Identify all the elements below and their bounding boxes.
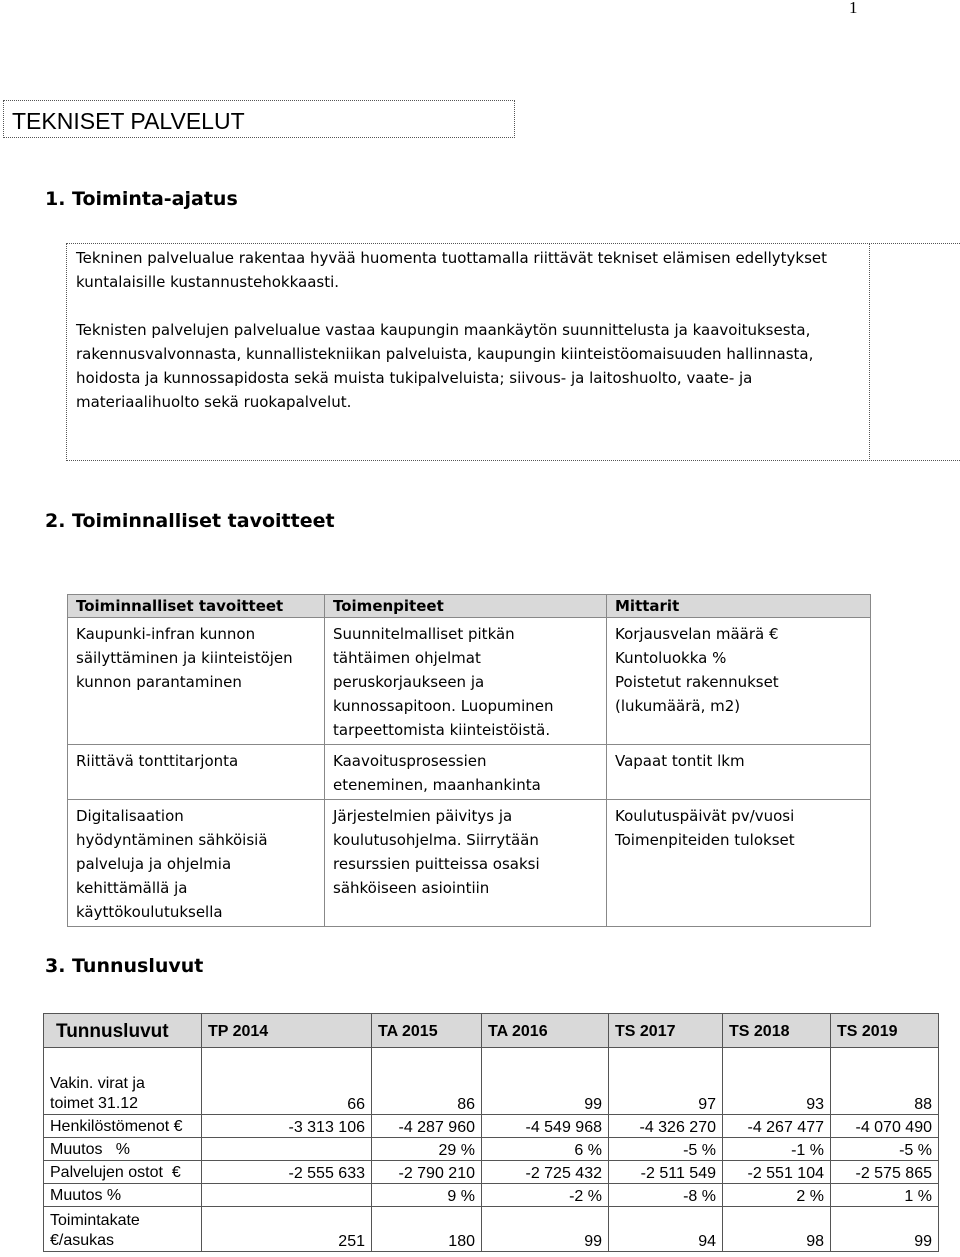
action-line: resurssien puitteissa osaksi (333, 855, 540, 873)
indicators-header-cell: TS 2019 (831, 1014, 939, 1048)
value-cell: 180 (372, 1207, 482, 1252)
value-cell: -5 % (609, 1138, 723, 1161)
value-cell: -2 575 865 (831, 1161, 939, 1184)
row-label-line: €/asukas (50, 1232, 115, 1249)
indicators-header-cell: TP 2014 (202, 1014, 372, 1048)
metric-line: (lukumäärä, m2) (615, 697, 741, 715)
indicators-header-cell: TS 2018 (723, 1014, 831, 1048)
value-cell: -4 549 968 (482, 1115, 609, 1138)
action-line: Järjestelmien päivitys ja (333, 807, 513, 825)
row-label (44, 1161, 202, 1184)
value-cell: -1 % (723, 1138, 831, 1161)
value-cell (202, 1184, 372, 1207)
goals-header-cell: Mittarit (607, 595, 871, 618)
indicators-header-cell: TA 2015 (372, 1014, 482, 1048)
value-cell (202, 1138, 372, 1161)
value-cell: 9 % (372, 1184, 482, 1207)
action-line: Suunnitelmalliset pitkän (333, 625, 515, 643)
metric-line: Toimenpiteiden tulokset (615, 831, 795, 849)
value-cell: -4 070 490 (831, 1115, 939, 1138)
mission-paragraph-1: Tekninen palvelualue rakentaa hyvää huomenta tuottamalla riittävät tekniset elämisen edellytykset kuntalaisille kustannustehokkaasti. (76, 249, 828, 291)
value-cell: 251 (202, 1207, 372, 1252)
value-cell: 99 (831, 1207, 939, 1252)
value-cell: -2 725 432 (482, 1161, 609, 1184)
value-cell: 66 (202, 1048, 372, 1115)
row-label (44, 1048, 202, 1115)
value-cell: 97 (609, 1048, 723, 1115)
goals-header-cell: Toiminnalliset tavoitteet (68, 595, 325, 618)
goals-row (68, 618, 871, 745)
mission-box-side (869, 243, 960, 461)
value-cell: 88 (831, 1048, 939, 1115)
indicators-row (44, 1184, 939, 1207)
metric-line: Vapaat tontit lkm (615, 752, 745, 770)
value-cell: -2 551 104 (723, 1161, 831, 1184)
value-cell: 1 % (831, 1184, 939, 1207)
value-cell: -4 287 960 (372, 1115, 482, 1138)
action-cell (325, 618, 607, 745)
goal-line: säilyttäminen ja kiinteistöjen (76, 649, 293, 667)
goal-line: kunnon parantaminen (76, 673, 242, 691)
row-label (44, 1184, 202, 1207)
section-heading-goals: 2. Toiminnalliset tavoitteet (45, 510, 335, 532)
action-line: tarpeettomista kiinteistöistä. (333, 721, 551, 739)
metric-cell (607, 745, 871, 800)
indicators-header-row (44, 1014, 939, 1048)
goal-line: palveluja ja ohjelmia (76, 855, 232, 873)
value-cell: 6 % (482, 1138, 609, 1161)
value-cell: -2 790 210 (372, 1161, 482, 1184)
goals-row (68, 745, 871, 800)
indicators-row (44, 1048, 939, 1115)
goals-row (68, 800, 871, 927)
goals-table (67, 594, 871, 927)
row-label (44, 1207, 202, 1252)
row-label-line: Toimintakate (50, 1212, 140, 1229)
row-label (44, 1115, 202, 1138)
row-label-line: Muutos % (50, 1187, 122, 1204)
action-line: sähköiseen asiointiin (333, 879, 490, 897)
goal-line: Digitalisaation (76, 807, 184, 825)
row-label (44, 1138, 202, 1161)
row-label-line: Henkilöstömenot € (50, 1118, 183, 1135)
section-heading-mission: 1. Toiminta-ajatus (45, 188, 238, 210)
mission-paragraph-2: Teknisten palvelujen palvelualue vastaa kaupungin maankäytön suunnittelusta ja kaavoituksesta, rakennusvalvonnasta, kunnallistekniikan palveluista, kaupungin kiinteistöomaisuuden hallinnasta, hoidosta ja kunnossapidosta sekä muista tukipalveluista; siivous- ja laitoshuolto, vaate- ja materiaalihuolto sekä ruokapalvelut. (76, 321, 814, 411)
metric-line: Kuntoluokka % (615, 649, 727, 667)
value-cell: -8 % (609, 1184, 723, 1207)
goal-cell (68, 745, 325, 800)
value-cell: 2 % (723, 1184, 831, 1207)
action-line: Kaavoitusprosessien (333, 752, 487, 770)
indicators-header-cell: TS 2017 (609, 1014, 723, 1048)
value-cell: 99 (482, 1048, 609, 1115)
value-cell: -2 511 549 (609, 1161, 723, 1184)
row-label-line: Vakin. virat ja (50, 1075, 145, 1092)
indicators-row (44, 1138, 939, 1161)
value-cell: 98 (723, 1207, 831, 1252)
value-cell: -2 555 633 (202, 1161, 372, 1184)
section-heading-indicators: 3. Tunnusluvut (45, 955, 204, 977)
metric-line: Poistetut rakennukset (615, 673, 779, 691)
action-line: koulutusohjelma. Siirrytään (333, 831, 539, 849)
action-line: peruskorjaukseen ja (333, 673, 485, 691)
metric-line: Koulutuspäivät pv/vuosi (615, 807, 795, 825)
goal-line: Kaupunki-infran kunnon (76, 625, 256, 643)
goals-header-cell: Toimenpiteet (325, 595, 607, 618)
value-cell: -4 326 270 (609, 1115, 723, 1138)
document-title: TEKNISET PALVELUT (12, 108, 245, 134)
indicators-row (44, 1161, 939, 1184)
row-label-line: toimet 31.12 (50, 1095, 139, 1112)
value-cell: 93 (723, 1048, 831, 1115)
action-cell (325, 800, 607, 927)
row-label-line: Muutos % (50, 1141, 131, 1158)
indicators-table (43, 1013, 939, 1252)
goal-cell (68, 618, 325, 745)
action-line: eteneminen, maanhankinta (333, 776, 541, 794)
value-cell: -5 % (831, 1138, 939, 1161)
indicators-header-cell: TA 2016 (482, 1014, 609, 1048)
indicators-row (44, 1207, 939, 1252)
action-cell (325, 745, 607, 800)
action-line: kunnossapitoon. Luopuminen (333, 697, 554, 715)
page-number: 1 (849, 0, 858, 17)
metric-cell (607, 618, 871, 745)
value-cell: -3 313 106 (202, 1115, 372, 1138)
value-cell: -4 267 477 (723, 1115, 831, 1138)
value-cell: 29 % (372, 1138, 482, 1161)
value-cell: 86 (372, 1048, 482, 1115)
goals-header-row (68, 595, 871, 618)
goal-line: kehittämällä ja (76, 879, 188, 897)
goal-line: käyttökoulutuksella (76, 903, 223, 921)
value-cell: 99 (482, 1207, 609, 1252)
value-cell: 94 (609, 1207, 723, 1252)
action-line: tähtäimen ohjelmat (333, 649, 481, 667)
goal-line: Riittävä tonttitarjonta (76, 752, 239, 770)
value-cell: -2 % (482, 1184, 609, 1207)
indicators-header-cell: Tunnusluvut (44, 1014, 202, 1048)
goal-line: hyödyntäminen sähköisiä (76, 831, 268, 849)
goal-cell (68, 800, 325, 927)
row-label-line: Palvelujen ostot € (50, 1164, 181, 1181)
metric-line: Korjausvelan määrä € (615, 625, 779, 643)
indicators-row (44, 1115, 939, 1138)
metric-cell (607, 800, 871, 927)
